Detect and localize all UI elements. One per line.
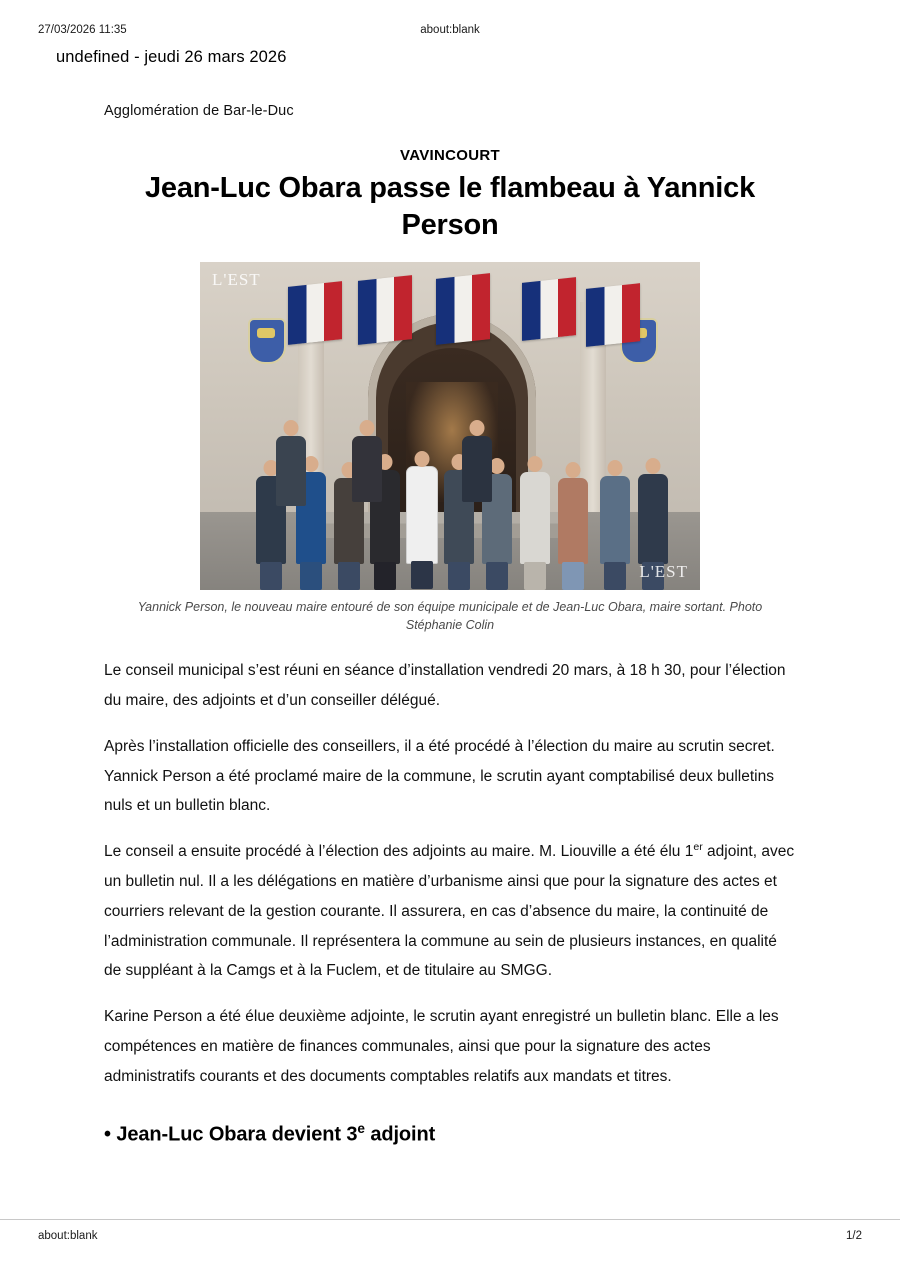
- article-paragraph: Le conseil municipal s’est réuni en séance d’installation vendredi 20 mars, à 18 h 30, pour l’élection du maire, des adjoints et d’un conseiller délégué.: [104, 662, 786, 710]
- photo-flag: [436, 273, 490, 345]
- photo-flag: [586, 283, 640, 347]
- article-paragraph-adjoint: [104, 837, 796, 986]
- paragraph-text-before: Le conseil a ensuite procédé à l’élection des adjoints au maire. M. Liouville a été élu 1: [104, 843, 694, 861]
- photo-person: [462, 436, 492, 502]
- ordinal-suffix: er: [693, 841, 703, 854]
- footer-divider: [0, 1219, 900, 1220]
- photo-crest-left: [248, 318, 286, 364]
- photo-person: [638, 474, 668, 564]
- photo-flag: [358, 275, 412, 345]
- photo-person-legs: [486, 562, 508, 590]
- article-town-label: VAVINCOURT: [400, 147, 500, 164]
- photo-person-head: [566, 462, 581, 478]
- photo-person: [558, 478, 588, 564]
- photo-person-legs: [562, 562, 584, 590]
- article: [104, 103, 796, 1147]
- photo-person-head: [646, 458, 661, 474]
- article-headline: Jean-Luc Obara passe le flambeau à Yannick Person: [144, 172, 756, 242]
- print-header: [0, 24, 900, 40]
- bullet-marker: •: [104, 1124, 111, 1147]
- print-footer: [0, 1230, 900, 1246]
- photo-flag: [288, 281, 342, 345]
- photo-person-head: [284, 420, 299, 436]
- article-body: [104, 656, 796, 1147]
- photo-person-legs: [374, 562, 396, 590]
- photo-person-legs: [338, 562, 360, 590]
- photo-person-head: [415, 451, 430, 467]
- article-subheading: [104, 1121, 796, 1147]
- document-date-line: undefined - jeudi 26 mars 2026: [56, 48, 287, 66]
- photo-person: [520, 472, 550, 564]
- photo-person-head: [608, 460, 623, 476]
- print-header-title: about:blank: [420, 24, 480, 36]
- subheading-text-after: adjoint: [364, 1124, 436, 1147]
- photo-flag: [522, 277, 576, 341]
- photo-person: [276, 436, 306, 506]
- photo-person-legs: [260, 562, 282, 590]
- article-figure: [104, 262, 796, 634]
- article-paragraph: Après l’installation officielle des conseillers, il a été procédé à l’élection du maire au scrutin secret. Yannick Person a été proclamé maire de la commune, le scrutin ayant comptabilisé deux bulletins nuls et un bulletin blanc.: [104, 737, 775, 815]
- photo-person-legs: [448, 562, 470, 590]
- article-section-label: Agglomération de Bar-le-Duc: [104, 103, 294, 119]
- print-header-timestamp: 27/03/2026 11:35: [38, 24, 127, 36]
- photo-person-head: [360, 420, 375, 436]
- photo-person-legs: [604, 562, 626, 590]
- document-body: [0, 48, 900, 1147]
- photo-person-legs: [524, 562, 546, 590]
- article-paragraph: Karine Person a été élue deuxième adjointe, le scrutin ayant enregistré un bulletin blanc. Elle a les compétences en matière de finances communales, ainsi que pour la signature des actes administratifs courants et des documents comptables relatifs aux mandats et titres.: [104, 1008, 779, 1085]
- photo-person-mayor: [406, 466, 438, 564]
- subheading-text-before: Jean-Luc Obara devient 3: [110, 1124, 358, 1147]
- photo-person-legs: [411, 561, 433, 589]
- photo-person-head: [470, 420, 485, 436]
- ordinal-suffix: e: [357, 1121, 365, 1137]
- photo-person: [352, 436, 382, 502]
- print-footer-page-number: 1/2: [846, 1230, 862, 1242]
- photo-person-legs: [300, 562, 322, 590]
- photo-caption: Yannick Person, le nouveau maire entouré de son équipe municipale et de Jean-Luc Obara, maire sortant. Photo Stéphanie Colin: [137, 600, 763, 633]
- print-footer-url: about:blank: [38, 1230, 98, 1242]
- photo-person: [600, 476, 630, 564]
- article-photo: [200, 262, 700, 590]
- photo-watermark-right: L'EST: [639, 562, 688, 582]
- photo-person-head: [528, 456, 543, 472]
- photo-watermark-left: L'EST: [212, 270, 261, 290]
- paragraph-text-after: adjoint, avec un bulletin nul. Il a les délégations en matière d’urbanisme ainsi que pour la signature des actes et courriers relevant de la gestion courante. Il assurera, en cas d’absence du maire, la continuité de l’administration communale. Il représentera la commune au sein de plusieurs instances, en qualité de suppléant à la Camgs et à la Fuclem, et de titulaire au SMGG.: [104, 843, 795, 980]
